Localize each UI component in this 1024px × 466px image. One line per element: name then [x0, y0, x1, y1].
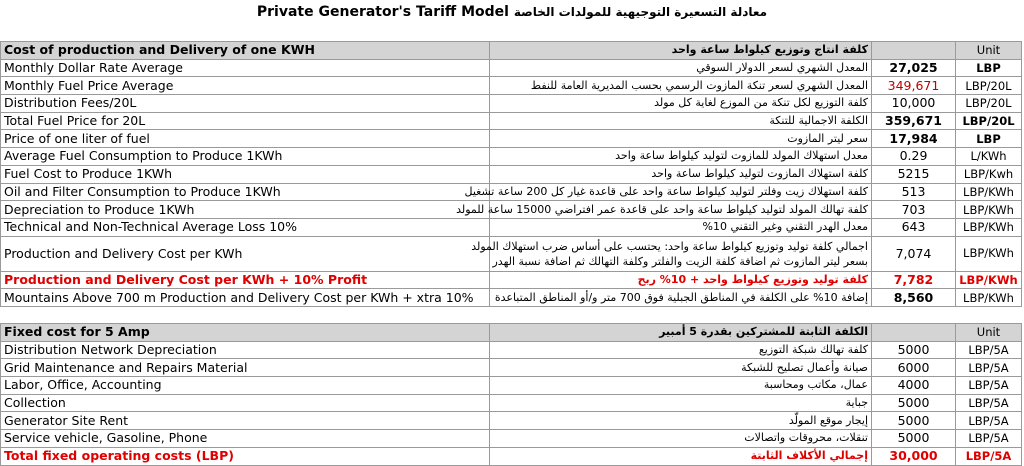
table-row [1, 289, 1022, 307]
row-label[interactable]: Technical and Non-Technical Average Loss 10% [1, 218, 490, 236]
row-label[interactable]: Mountains Above 700 m Production and Delivery Cost per KWh + xtra 10% [1, 289, 490, 307]
row-label-arabic[interactable]: كلفة تهالك المولد لتوليد كيلواط ساعة واحد على قاعدة عمر افتراضي 15000 ساعة للمولد [490, 201, 872, 219]
page-title [0, 0, 1024, 24]
row-label-arabic[interactable]: عمال، مكاتب ومحاسبة [490, 377, 872, 395]
row-value[interactable]: 7,074 [872, 236, 956, 271]
row-label-arabic-line2: بسعر ليتر المازوت ثم اضافة كلفة الزيت والفلتر وكلفة التهالك ثم اضافة نسبة الهدر [492, 254, 868, 268]
row-unit[interactable]: LBP [956, 59, 1022, 77]
row-value[interactable]: 5215 [872, 165, 956, 183]
row-value[interactable]: 5000 [872, 341, 956, 359]
row-label[interactable]: Fuel Cost to Produce 1KWh [1, 165, 490, 183]
table-row [1, 394, 1022, 412]
row-label-arabic[interactable]: كلفة استهلاك المازوت لتوليد كيلواط ساعة واحد [490, 165, 872, 183]
row-label[interactable]: Collection [1, 394, 490, 412]
row-label[interactable]: Production and Delivery Cost per KWh [1, 236, 490, 271]
title-english: Private Generator's Tariff Model [256, 4, 509, 20]
row-label-arabic[interactable]: كلفة التوزيع لكل تنكة من الموزع لغاية كل مولد [490, 95, 872, 113]
row-unit[interactable]: LBP/20L [956, 112, 1022, 130]
table-row [1, 377, 1022, 395]
table-row [1, 183, 1022, 201]
row-label-arabic[interactable]: المعدل الشهري لسعر تنكة المازوت الرسمي بحسب المديرية العامة للنفط [490, 77, 872, 95]
row-unit[interactable]: LBP/20L [956, 95, 1022, 113]
production-header-arabic[interactable]: كلفة انتاج وتوزيع كيلواط ساعة واحد [490, 42, 872, 60]
row-value[interactable]: 8,560 [872, 289, 956, 307]
row-label[interactable]: Distribution Network Depreciation [1, 341, 490, 359]
table-row [1, 201, 1022, 219]
table-row [1, 359, 1022, 377]
production-header-value[interactable] [872, 42, 956, 60]
row-value[interactable]: 5000 [872, 394, 956, 412]
table-row [1, 165, 1022, 183]
fixed-header-row [1, 324, 1022, 342]
row-label-arabic[interactable]: معدل استهلاك المولد للمازوت لتوليد كيلواط ساعة واحد [490, 148, 872, 166]
table-row [1, 95, 1022, 113]
table-row [1, 59, 1022, 77]
row-value[interactable]: 359,671 [872, 112, 956, 130]
row-label-arabic[interactable]: سعر ليتر المازوت [490, 130, 872, 148]
row-unit[interactable]: LBP/KWh [956, 183, 1022, 201]
row-unit[interactable]: LBP/KWh [956, 236, 1022, 271]
row-value[interactable]: 30,000 [872, 447, 956, 465]
row-label[interactable]: Distribution Fees/20L [1, 95, 490, 113]
row-label-arabic[interactable]: إضافة 10% على الكلفة في المناطق الجبلية فوق 700 متر و/أو المناطق المتباعدة [490, 289, 872, 307]
row-value[interactable]: 643 [872, 218, 956, 236]
fuel-price-value[interactable]: 349,671 [872, 77, 956, 95]
table-row [1, 218, 1022, 236]
table-row [1, 130, 1022, 148]
row-label[interactable]: Average Fuel Consumption to Produce 1KWh [1, 148, 490, 166]
row-label[interactable]: Labor, Office, Accounting [1, 377, 490, 395]
fixed-total-row [1, 447, 1022, 465]
row-value[interactable]: 4000 [872, 377, 956, 395]
table-row [1, 236, 1022, 271]
row-value[interactable]: 0.29 [872, 148, 956, 166]
row-unit[interactable]: LBP/KWh [956, 201, 1022, 219]
row-label[interactable]: Depreciation to Produce 1KWh [1, 201, 490, 219]
production-cost-table [0, 41, 1022, 307]
row-unit[interactable]: LBP/5A [956, 377, 1022, 395]
row-label-arabic[interactable]: معدل الهدر التقني وغير التقني 10% [490, 218, 872, 236]
fixed-header-value[interactable] [872, 324, 956, 342]
row-label[interactable]: Production and Delivery Cost per KWh + 10% Profit [1, 271, 490, 289]
row-unit[interactable]: LBP/KWh [956, 289, 1022, 307]
row-value[interactable]: 513 [872, 183, 956, 201]
row-label[interactable]: Oil and Filter Consumption to Produce 1KWh [1, 183, 490, 201]
row-value[interactable]: 703 [872, 201, 956, 219]
row-unit[interactable]: LBP/5A [956, 394, 1022, 412]
production-header-english[interactable]: Cost of production and Delivery of one KWH [1, 42, 490, 60]
row-label[interactable]: Service vehicle, Gasoline, Phone [1, 430, 490, 448]
row-label[interactable]: Total Fuel Price for 20L [1, 112, 490, 130]
row-label-arabic[interactable]: كلفة تهالك شبكة التوزيع [490, 341, 872, 359]
row-label-arabic[interactable]: صيانة وأعمال تصليح للشبكة [490, 359, 872, 377]
row-unit[interactable]: LBP/5A [956, 359, 1022, 377]
table-row [1, 148, 1022, 166]
row-label-arabic[interactable]: تنقلات، محروقات واتصالات [490, 430, 872, 448]
row-label-arabic[interactable]: كلفة استهلاك زيت وفلتر لتوليد كيلواط ساعة واحد على قاعدة غيار كل 200 ساعة تشغيل [490, 183, 872, 201]
row-unit[interactable]: LBP/5A [956, 412, 1022, 430]
row-unit[interactable]: LBP/KWh [956, 218, 1022, 236]
row-value[interactable]: 10,000 [872, 95, 956, 113]
row-label-arabic[interactable]: المعدل الشهري لسعر الدولار السوقي [490, 59, 872, 77]
fixed-header-unit[interactable]: Unit [956, 324, 1022, 342]
row-label-arabic[interactable]: الكلفة الاجمالية للتنكة [490, 112, 872, 130]
row-label[interactable]: Grid Maintenance and Repairs Material [1, 359, 490, 377]
profit-row [1, 271, 1022, 289]
fixed-header-arabic[interactable]: الكلفة الثابتة للمشتركين بقدرة 5 أمبير [490, 324, 872, 342]
table-row [1, 112, 1022, 130]
row-unit[interactable]: LBP/5A [956, 430, 1022, 448]
row-label-arabic[interactable]: إجمالي الأكلاف الثابتة [490, 447, 872, 465]
row-value[interactable]: 5000 [872, 430, 956, 448]
row-label-arabic[interactable] [471, 236, 872, 271]
row-unit[interactable]: LBP/5A [956, 341, 1022, 359]
row-value[interactable]: 6000 [872, 359, 956, 377]
row-label[interactable]: Generator Site Rent [1, 412, 490, 430]
row-unit[interactable]: LBP/Kwh [956, 165, 1022, 183]
row-value[interactable]: 7,782 [872, 271, 956, 289]
table-row [1, 430, 1022, 448]
production-header-row [1, 42, 1022, 60]
row-value[interactable]: 5000 [872, 412, 956, 430]
row-label-arabic[interactable]: جباية [490, 394, 872, 412]
table-row [1, 412, 1022, 430]
row-label[interactable]: Monthly Fuel Price Average [1, 77, 490, 95]
row-unit[interactable]: LBP [956, 130, 1022, 148]
title-arabic: معادلة التسعيرة التوجيهية للمولدات الخاصة [513, 5, 768, 19]
row-label[interactable]: Price of one liter of fuel [1, 130, 490, 148]
fixed-header-english[interactable]: Fixed cost for 5 Amp [1, 324, 490, 342]
table-row [1, 77, 1022, 95]
row-label-arabic[interactable]: كلفة توليد وتوزيع كيلواط واحد + 10% ربح [490, 271, 872, 289]
row-label-arabic-line1: اجمالي كلفة توليد وتوزيع كيلواط ساعة واحد: يحتسب على أساس ضرب استهلاك المولد [471, 239, 868, 253]
fixed-cost-table [0, 323, 1022, 466]
row-label-arabic[interactable]: إيجار موقع المولّد [490, 412, 872, 430]
row-label[interactable]: Monthly Dollar Rate Average [1, 59, 490, 77]
production-header-unit[interactable]: Unit [956, 42, 1022, 60]
row-unit[interactable]: LBP/KWh [956, 271, 1022, 289]
row-value[interactable]: 27,025 [872, 59, 956, 77]
row-value[interactable]: 17,984 [872, 130, 956, 148]
row-unit[interactable]: LBP/5A [956, 447, 1022, 465]
row-unit[interactable]: L/KWh [956, 148, 1022, 166]
row-unit[interactable]: LBP/20L [956, 77, 1022, 95]
row-label[interactable]: Total fixed operating costs (LBP) [1, 447, 490, 465]
table-row [1, 341, 1022, 359]
